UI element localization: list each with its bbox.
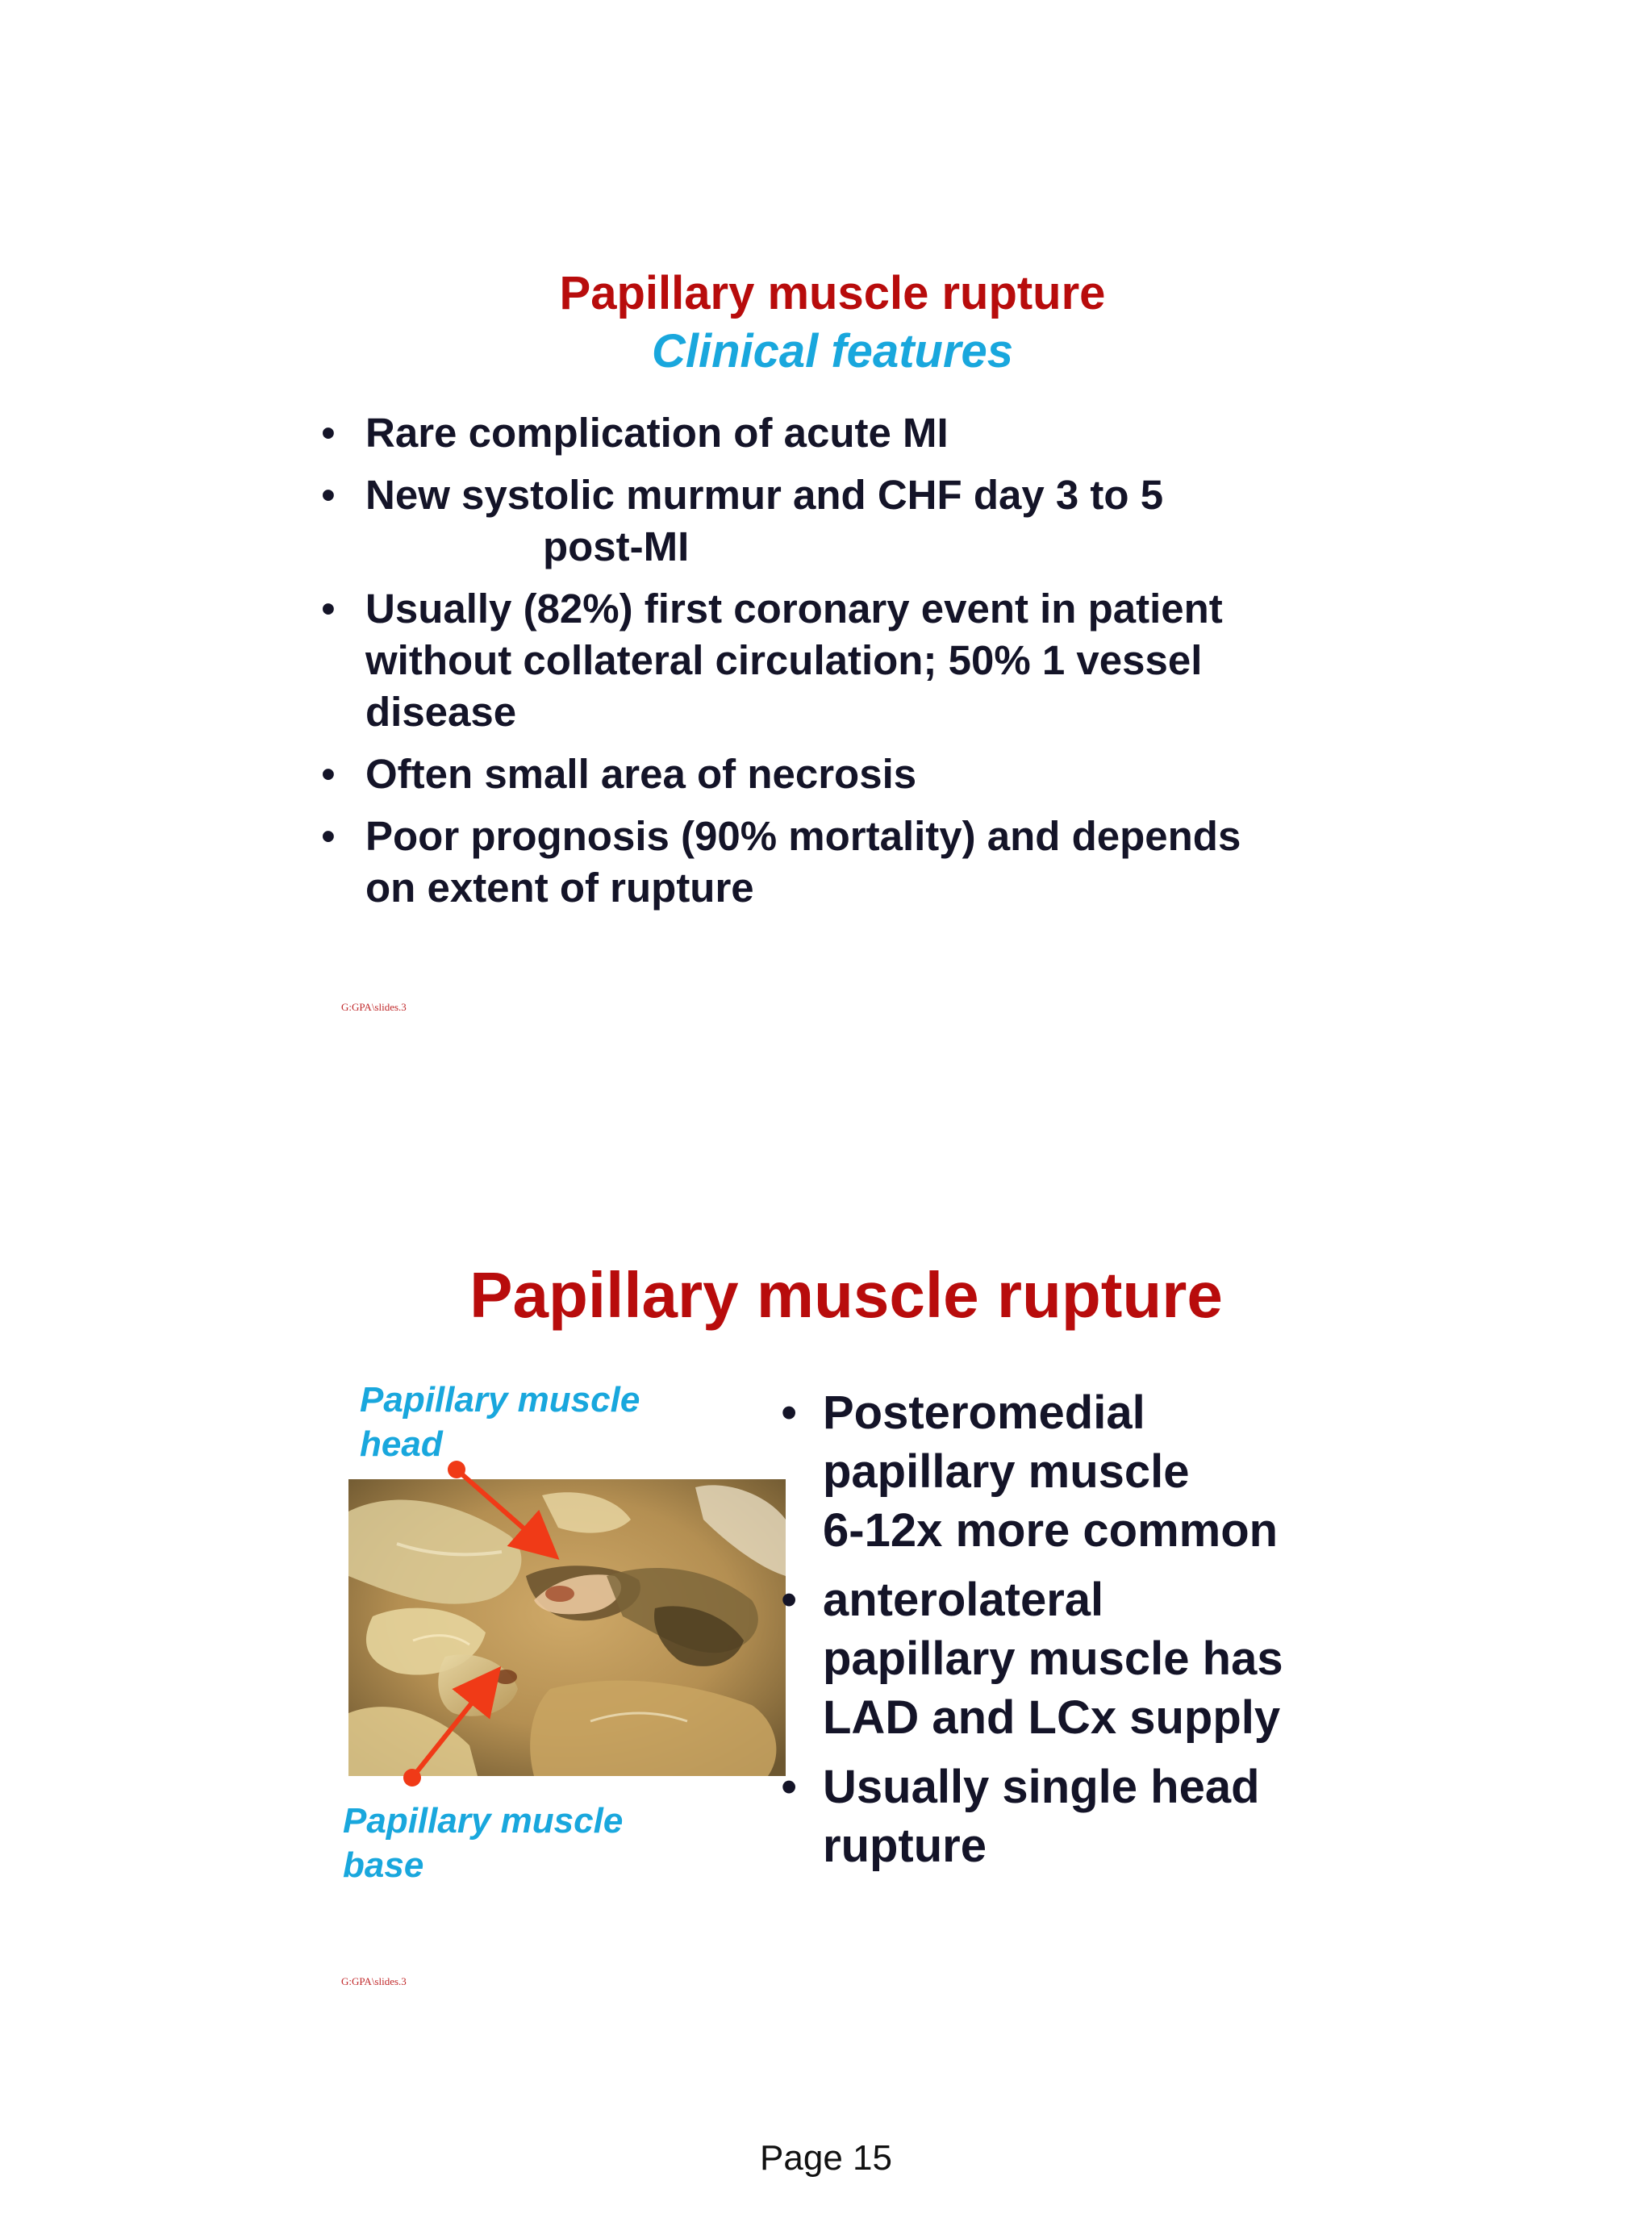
slide-title: Papillary muscle rupture (559, 267, 1106, 319)
list-item (321, 748, 1329, 800)
label-papillary-muscle-head (360, 1378, 699, 1466)
slide-clinical-features (0, 0, 1652, 1081)
bullet-icon: • (321, 813, 336, 859)
bullet-text: 6-12x more common (823, 1504, 1279, 1557)
list-item (321, 583, 1329, 738)
bullet-text: Posteromedial (823, 1386, 1145, 1439)
bullet-text: New systolic murmur and CHF day 3 to 5 (365, 472, 1164, 518)
label-papillary-muscle-base (343, 1799, 682, 1887)
label-text: Papillary muscle (360, 1380, 640, 1420)
bullet-icon: • (781, 1761, 798, 1813)
file-tag: G:GPA\slides.3 (341, 1001, 407, 1013)
label-text: base (343, 1845, 424, 1885)
bullet-text: without collateral circulation; 50% 1 vessel (365, 637, 1203, 683)
bullet-icon: • (781, 1386, 798, 1439)
list-item (778, 1383, 1359, 1560)
bullet-icon: • (321, 472, 336, 518)
clinical-features-list (321, 407, 1329, 924)
bullet-icon: • (321, 410, 336, 456)
bullet-text: LAD and LCx supply (823, 1691, 1281, 1744)
list-item (321, 469, 1329, 573)
bullet-text: papillary muscle has (823, 1632, 1283, 1685)
bullet-text: Poor prognosis (90% mortality) and depends (365, 813, 1241, 859)
list-item (778, 1570, 1359, 1747)
bullet-text: papillary muscle (823, 1445, 1190, 1498)
list-item (321, 407, 1329, 459)
bullet-text: on extent of rupture (365, 865, 754, 911)
slide-title: Papillary muscle rupture (469, 1259, 1223, 1331)
bullet-text: anterolateral (823, 1574, 1104, 1626)
rupture-facts-list (778, 1383, 1359, 1886)
bullet-text: Usually (82%) first coronary event in patient (365, 586, 1223, 632)
bullet-text: Often small area of necrosis (365, 751, 917, 797)
bullet-text: Rare complication of acute MI (365, 410, 949, 456)
list-item (778, 1757, 1359, 1875)
bullet-text-continuation: post-MI (543, 523, 690, 569)
papillary-muscle-photo (348, 1479, 786, 1776)
list-item (321, 811, 1329, 914)
label-text: Papillary muscle (343, 1801, 624, 1841)
bullet-text: Usually single head (823, 1761, 1260, 1813)
bullet-icon: • (321, 586, 336, 632)
file-tag: G:GPA\slides.3 (341, 1975, 407, 1987)
bullet-icon: • (321, 751, 336, 797)
bullet-text: disease (365, 689, 517, 735)
bullet-icon: • (781, 1574, 798, 1626)
label-text: head (360, 1424, 443, 1464)
page-number: Page 15 (760, 2138, 892, 2178)
slide-papillary-rupture-image (0, 1081, 1652, 2097)
slide-subtitle: Clinical features (651, 325, 1014, 377)
bullet-text: rupture (823, 1820, 987, 1872)
